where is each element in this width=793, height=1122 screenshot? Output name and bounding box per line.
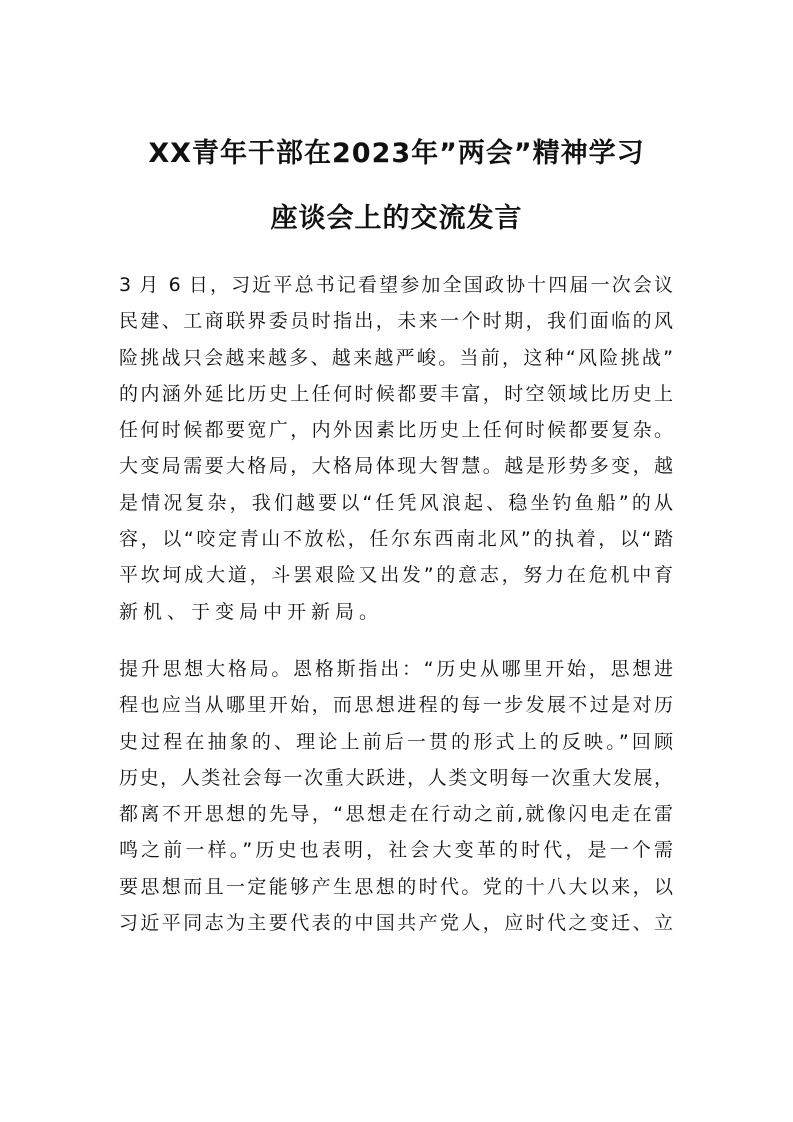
paragraph (119, 451, 673, 632)
text-line: 历史，人类社会每一次重大跃进，人类文明每一次重大发展， (119, 766, 673, 789)
text-line: 习近平同志为主要代表的中国共产党人，应时代之变迁、立 (119, 912, 673, 935)
text-line: 平坎坷成大道，斗罢艰险又出发”的意志，努力在危机中育 (119, 564, 673, 587)
text-line: 3 月 6 日，习近平总书记看望参加全国政协十四届一次会议 (119, 274, 673, 296)
text-line: 是情况复杂，我们越要以“任凭风浪起、稳坐钓鱼船”的从 (119, 491, 673, 514)
document-body (119, 270, 673, 944)
text-line: 程也应当从哪里开始，而思想进程的每一步发展不过是对历 (119, 694, 673, 717)
text-line: 鸣之前一样。”历史也表明，社会大变革的时代，是一个需 (119, 839, 673, 862)
text-line: 民建、工商联界委员时指出，未来一个时期，我们面临的风 (119, 310, 673, 333)
text-line: 提升思想大格局。恩格斯指出：“历史从哪里开始，思想进 (119, 657, 673, 680)
document-title-line-2: 座谈会上的交流发言 (270, 203, 523, 234)
text-line: 新机、于变局中开新局。 (119, 600, 384, 623)
paragraph (119, 654, 673, 944)
text-line: 史过程在抽象的、理论上前后一贯的形式上的反映。”回顾 (119, 730, 673, 753)
text-line: 任何时候都要宽广，内外因素比历史上任何时候都要复杂。 (119, 419, 673, 442)
text-line: 都离不开思想的先导，“思想走在行动之前,就像闪电走在雷 (119, 803, 673, 826)
text-line: 险挑战只会越来越多、越来越严峻。当前，这种“风险挑战” (119, 346, 673, 369)
text-line: 要思想而且一定能够产生思想的时代。党的十八大以来，以 (119, 875, 673, 898)
paragraph (119, 270, 673, 451)
text-line: 容，以“咬定青山不放松，任尔东西南北风”的执着，以“踏 (119, 528, 673, 551)
text-line: 大变局需要大格局，大格局体现大智慧。越是形势多变，越 (119, 455, 673, 478)
document-title-line-1: XX青年干部在2023年”两会”精神学习 (148, 138, 645, 169)
text-line: 的内涵外延比历史上任何时候都要丰富，时空领域比历史上 (119, 382, 673, 405)
